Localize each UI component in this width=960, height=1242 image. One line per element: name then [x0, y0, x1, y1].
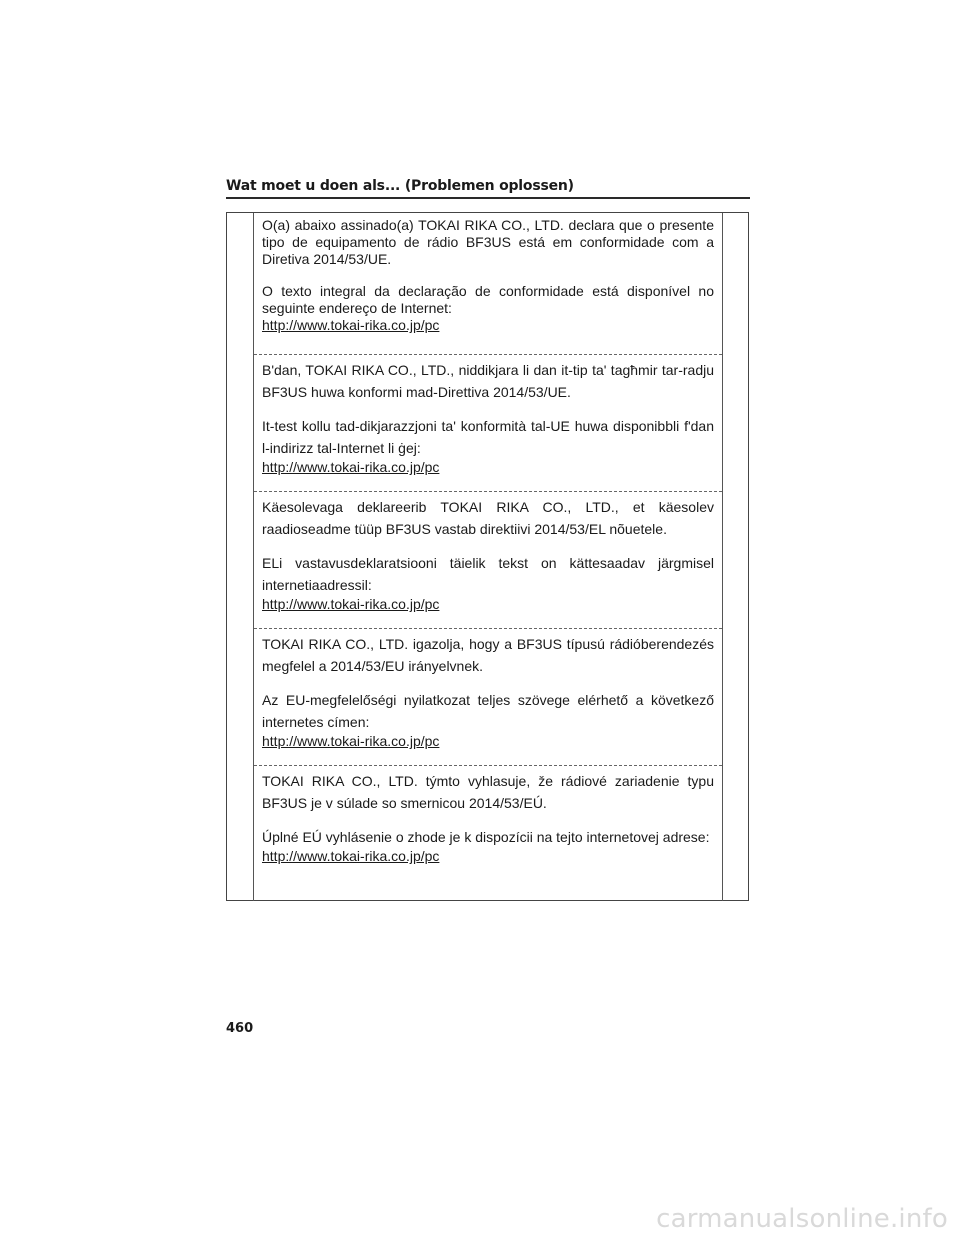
declaration-link[interactable]: http://www.tokai-rika.co.jp/pc	[262, 596, 440, 612]
watermark-logo: carmanualsonline.info	[656, 1204, 948, 1234]
declaration-estonian	[254, 491, 722, 628]
declaration-availability: O texto integral da declaração de conformidade está disponível no seguinte endereço de Internet:	[262, 283, 714, 316]
declaration-statement: Käesolevaga deklareerib TOKAI RIKA CO., LTD., et käesolev raadioseadme tüüp BF3US vastab direktiivi 2014/53/EL nõuetele.	[262, 499, 714, 537]
declaration-statement: B'dan, TOKAI RIKA CO., LTD., niddikjara li dan it-tip ta' tagħmir tar-radju BF3US huwa konformi mad-Direttiva 2014/53/UE.	[262, 362, 714, 400]
declaration-maltese	[254, 354, 722, 491]
header-rule	[226, 197, 750, 199]
declaration-statement: TOKAI RIKA CO., LTD. igazolja, hogy a BF3US típusú rádióberendezés megfelel a 2014/53/EU irányelvnek.	[262, 636, 714, 674]
declarations-box	[253, 213, 723, 901]
declaration-link[interactable]: http://www.tokai-rika.co.jp/pc	[262, 459, 440, 475]
declaration-slovak	[254, 765, 722, 901]
declaration-statement: TOKAI RIKA CO., LTD. týmto vyhlasuje, že rádiové zariadenie typu BF3US je v súlade so smernicou 2014/53/EÚ.	[262, 773, 714, 811]
declaration-availability: Az EU-megfelelőségi nyilatkozat teljes szövege elérhető a következő internetes címen:	[262, 692, 714, 730]
declaration-link[interactable]: http://www.tokai-rika.co.jp/pc	[262, 733, 440, 749]
declaration-availability: It-test kollu tad-dikjarazzjoni ta' konformità tal-UE huwa disponibbli f'dan l-indirizz tal-Internet li ġej:	[262, 418, 714, 456]
page-number: 460	[226, 1021, 254, 1036]
declaration-link[interactable]: http://www.tokai-rika.co.jp/pc	[262, 848, 440, 864]
page-header-title: Wat moet u doen als... (Problemen oplossen)	[226, 178, 574, 194]
declaration-portuguese	[254, 213, 722, 353]
declaration-statement: O(a) abaixo assinado(a) TOKAI RIKA CO., LTD. declara que o presente tipo de equipamento de rádio BF3US está em conformidade com a Diretiva 2014/53/UE.	[262, 217, 714, 267]
declaration-availability: ELi vastavusdeklaratsiooni täielik tekst on kättesaadav järgmisel internetiaadressil:	[262, 555, 714, 593]
declaration-hungarian	[254, 628, 722, 765]
declaration-link[interactable]: http://www.tokai-rika.co.jp/pc	[262, 317, 440, 333]
declaration-availability: Úplné EÚ vyhlásenie o zhode je k dispozícii na tejto internetovej adrese:	[262, 829, 710, 845]
